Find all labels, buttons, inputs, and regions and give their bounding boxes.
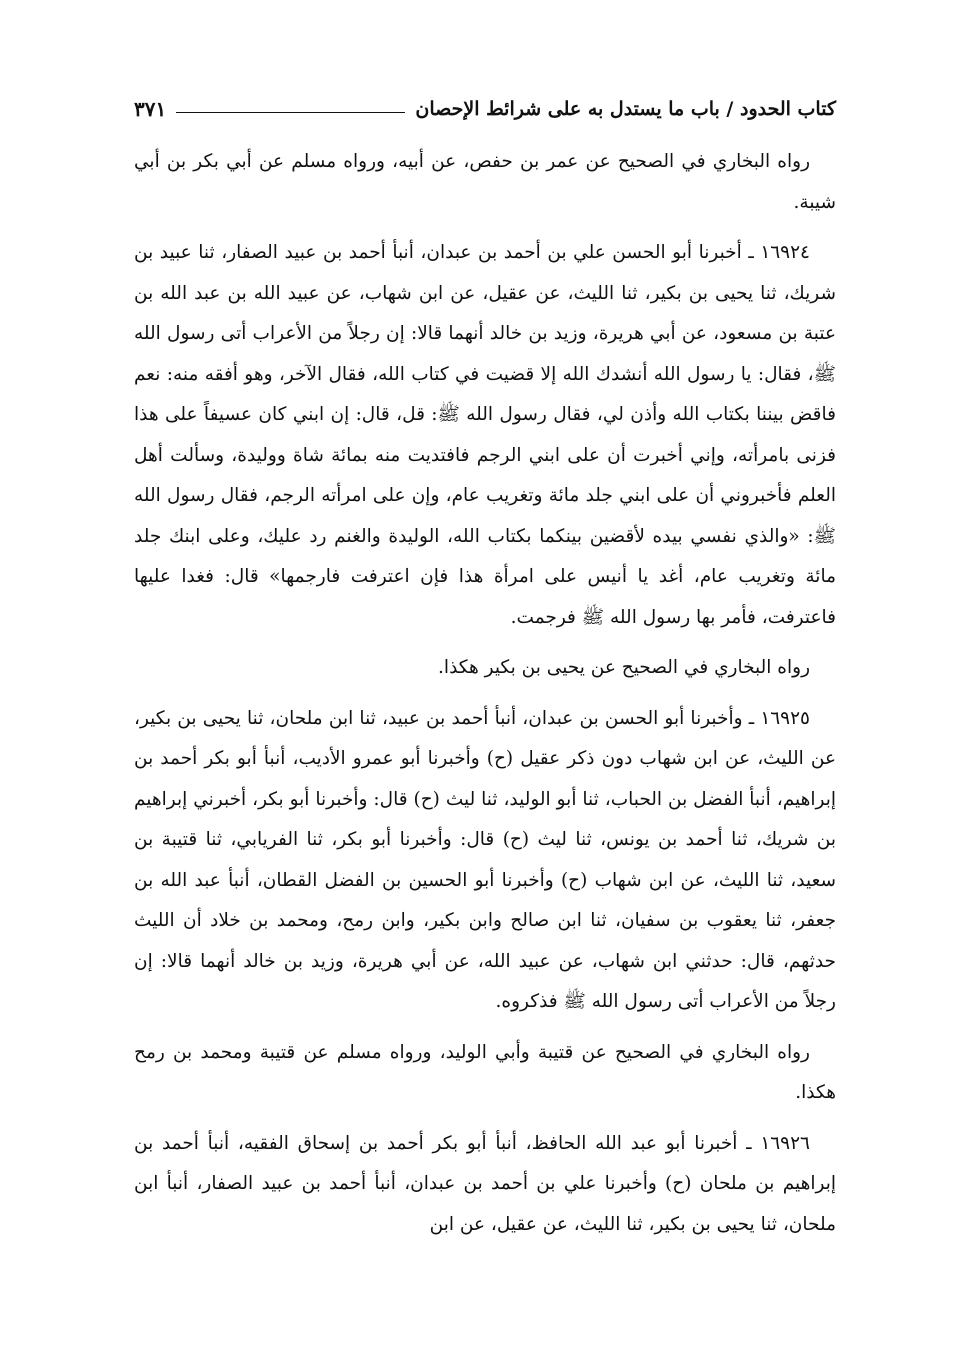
paragraph-3: رواه البخاري في الصحيح عن يحيى بن بكير هكذا. (438, 657, 810, 678)
running-header (134, 92, 836, 126)
paragraph-4: ١٦٩٢٥ ـ وأخبرنا أبو الحسن بن عبدان، أنبأ أحمد بن عبيد، ثنا ابن ملحان، ثنا يحيى بن بكير، عن الليث، عن ابن شهاب دون ذكر عقيل (ح) وأخبرنا أبو عمرو الأديب، أنبأ أبو بكر أحمد بن إبراهيم، أنبأ الفضل بن الحباب، ثنا أبو الوليد، ثنا ليث (ح) قال: وأخبرنا أبو بكر، أخبرني إبراهيم بن شريك، ثنا أحمد بن يونس، ثنا ليث (ح) قال: وأخبرنا أبو بكر، ثنا الفريابي، ثنا قتيبة بن سعيد، ثنا الليث، عن ابن شهاب (ح) وأخبرنا أبو الحسين بن الفضل القطان، أنبأ عبد الله بن جعفر، ثنا يعقوب بن سفيان، ثنا ابن صالح وابن بكير، وابن رمح، ومحمد بن خلاد أن الليث حدثهم، قال: حدثني ابن شهاب، عن عبيد الله، عن أبي هريرة، وزيد بن خالد أنهما قالا: إن رجلاً من الأعراب أتى رسول الله ﷺ فذكروه. (134, 707, 836, 1012)
page-number: ٣٧١ (134, 97, 167, 121)
page-body (134, 142, 836, 1255)
paragraph-1: رواه البخاري في الصحيح عن عمر بن حفص، عن أبيه، ورواه مسلم عن أبي بكر بن أبي شيبة. (134, 151, 836, 213)
paragraph-6: ١٦٩٢٦ ـ أخبرنا أبو عبد الله الحافظ، أنبأ أبو بكر أحمد بن إسحاق الفقيه، أنبأ أحمد بن إبراهيم بن ملحان (ح) وأخبرنا علي بن أحمد بن عبدان، أنبأ أحمد بن عبيد الصفار، أنبأ ابن ملحان، ثنا يحيى بن بكير، ثنا الليث، عن عقيل، عن ابن (134, 1132, 836, 1235)
paragraph-5: رواه البخاري في الصحيح عن قتيبة وأبي الوليد، ورواه مسلم عن قتيبة ومحمد بن رمح هكذا. (134, 1041, 836, 1103)
header-rule (176, 112, 405, 113)
paragraph-2: ١٦٩٢٤ ـ أخبرنا أبو الحسن علي بن أحمد بن عبدان، أنبأ أحمد بن عبيد الصفار، ثنا عبيد بن شريك، ثنا يحيى بن بكير، ثنا الليث، عن عقيل، عن ابن شهاب، عن عبيد الله بن عبد الله بن عتبة بن مسعود، عن أبي هريرة، وزيد بن خالد أنهما قالا: إن رجلاً من الأعراب أتى رسول الله ﷺ، فقال: يا رسول الله أنشدك الله إلا قضيت في كتاب الله، فقال الآخر، وهو أفقه منه: نعم فاقض بيننا بكتاب الله وأذن لي، فقال رسول الله ﷺ: قل، قال: إن ابني كان عسيفاً على هذا فزنى بامرأته، وإني أخبرت أن على ابني الرجم فافتديت منه بمائة شاة ووليدة، وسألت أهل العلم فأخبروني أن على ابني جلد مائة وتغريب عام، وإن على امرأته الرجم، فقال رسول الله ﷺ: «والذي نفسي بيده لأقضين بينكما بكتاب الله، الوليدة والغنم رد عليك، وعلى ابنك جلد مائة وتغريب عام، أغد يا أنيس على امرأة هذا فإن اعترفت فارجمها» قال: فغدا عليها فاعترفت، فأمر بها رسول الله ﷺ فرجمت. (134, 242, 836, 628)
header-title: كتاب الحدود / باب ما يستدل به على شرائط الإحصان (415, 98, 836, 120)
